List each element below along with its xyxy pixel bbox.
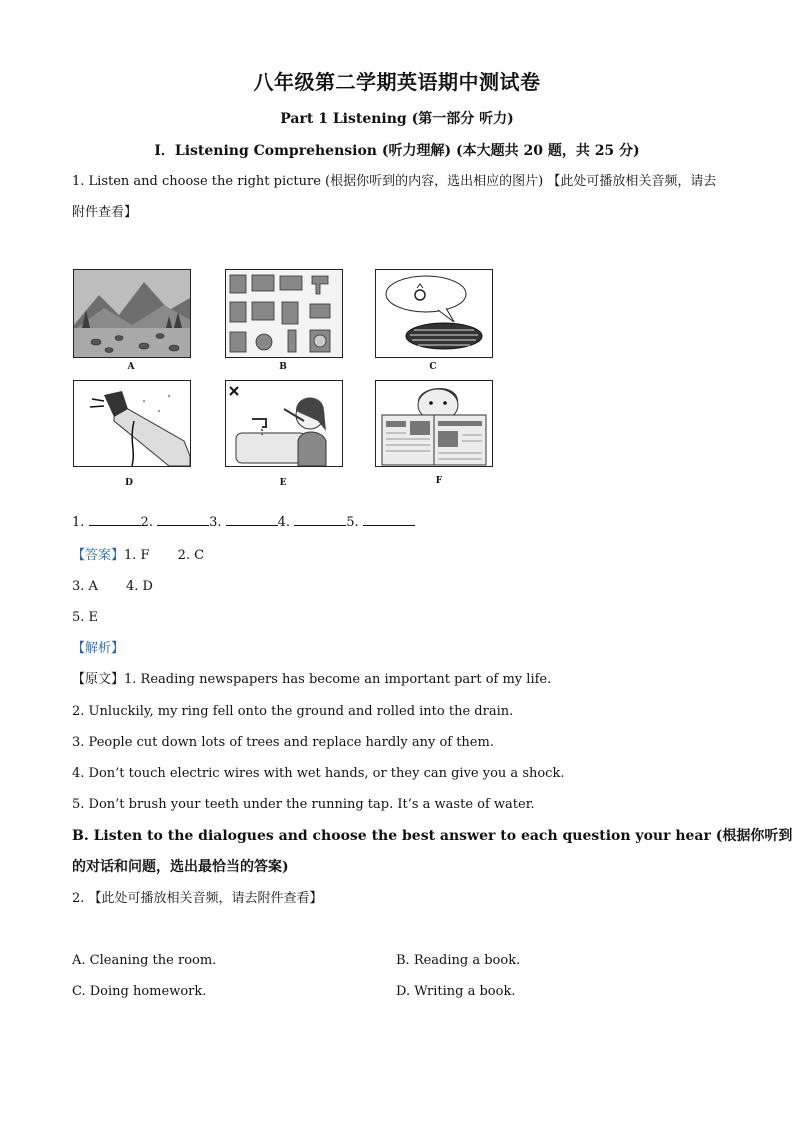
blank-label: 2. — [140, 515, 153, 530]
answer-row-2 — [72, 577, 153, 597]
answer-4: 4. D — [125, 579, 153, 594]
picture-b — [225, 269, 343, 358]
q2-option-a[interactable]: A. Cleaning the room. — [72, 953, 217, 968]
blank-2-input[interactable] — [157, 513, 209, 526]
q2-option-d[interactable]: D. Writing a book. — [396, 984, 516, 999]
picture-a-label: A — [127, 362, 135, 372]
script-line-3: 3. People cut down lots of trees and replace hardly any of them. — [72, 735, 494, 750]
picture-c-label: C — [429, 362, 437, 372]
part-b-heading-line2: 的对话和问题，选出最恰当的答案) — [72, 859, 289, 875]
blank-label: 4. — [277, 515, 291, 530]
deforested-mountain-icon — [74, 270, 190, 357]
wet-hand-wire-icon — [74, 381, 190, 466]
picture-f-label: F — [435, 476, 443, 486]
q1-instruction-line2: 附件查看】 — [72, 205, 138, 220]
picture-c — [375, 269, 493, 358]
script-line-4: 4. Don’t touch electric wires with wet hands, or they can give you a shock. — [72, 766, 565, 781]
q2-prompt: 2. 【此处可播放相关音频，请去附件查看】 — [72, 891, 323, 906]
picture-a — [73, 269, 191, 358]
ring-drain-icon — [376, 270, 492, 357]
picture-e — [225, 380, 343, 467]
picture-e-label: E — [279, 478, 287, 488]
picture-d — [73, 380, 191, 467]
blank-3-input[interactable] — [226, 513, 278, 526]
q1-instruction-line1: 1. Listen and choose the right picture (根据你听到的内容，选出相应的图片) 【此处可播放相关音频，请去 — [72, 174, 717, 189]
answer-1: 1. F — [124, 548, 150, 563]
blank-label: 1. — [72, 515, 85, 530]
blank-5-input[interactable] — [363, 513, 415, 526]
original-tag: 【原文】 — [72, 672, 125, 687]
blank-4-input[interactable] — [294, 513, 346, 526]
answer-row-1 — [72, 546, 204, 566]
part-b-heading-line1: B. Listen to the dialogues and choose the best answer to each question your hear (根据你听到 — [72, 828, 793, 844]
answer-3: 3. A — [72, 579, 98, 594]
section-heading: I．Listening Comprehension (听力理解) (本大题共 20 题，共 25 分) — [154, 143, 640, 159]
script-line-1 — [72, 670, 551, 690]
script-line-5: 5. Don’t brush your teeth under the running tap. It’s a waste of water. — [72, 797, 535, 812]
electric-appliances-icon — [226, 270, 342, 357]
script-text-1: 1. Reading newspapers has become an important part of my life. — [124, 672, 552, 687]
blank-label: 5. — [346, 515, 359, 530]
answer-tag: 【答案】 — [72, 548, 125, 563]
girl-brushing-teeth-icon — [226, 381, 342, 466]
man-reading-newspaper-icon — [376, 381, 492, 466]
blank-label: 3. — [209, 515, 222, 530]
q1-answer-blanks — [72, 513, 415, 533]
answer-2: 2. C — [177, 548, 205, 563]
script-line-2: 2. Unluckily, my ring fell onto the ground and rolled into the drain. — [72, 704, 514, 719]
picture-b-label: B — [279, 362, 287, 372]
picture-f — [375, 380, 493, 467]
q2-option-c[interactable]: C. Doing homework. — [72, 984, 207, 999]
blank-1-input[interactable] — [89, 513, 141, 526]
document-title: 八年级第二学期英语期中测试卷 — [253, 70, 541, 94]
part-heading: Part 1 Listening (第一部分 听力) — [280, 111, 514, 127]
answer-5: 5. E — [72, 610, 99, 625]
picture-d-label: D — [125, 478, 133, 488]
analysis-tag: 【解析】 — [72, 641, 125, 656]
q2-option-b[interactable]: B. Reading a book. — [396, 953, 521, 968]
